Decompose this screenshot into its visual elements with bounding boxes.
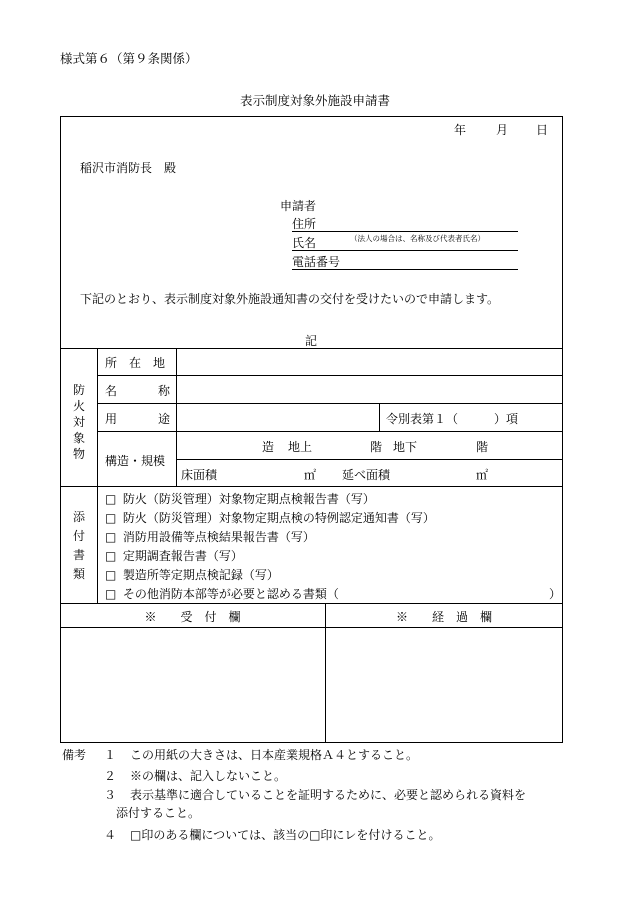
- object-group-label: 防 火 対 象 物: [72, 383, 85, 461]
- progress-field[interactable]: [326, 628, 562, 742]
- structure-floors-1: 階: [370, 440, 383, 454]
- attachment-item[interactable]: □ その他消防本部等が必要と認める書類（: [105, 585, 435, 604]
- structure-zou: 造: [262, 440, 275, 454]
- structure-floors-2: 階: [476, 440, 489, 454]
- structure-below: 地下: [393, 440, 418, 454]
- location-label: 所 在 地: [105, 356, 166, 370]
- address-field[interactable]: [292, 215, 518, 232]
- ki-label: 記: [305, 334, 318, 348]
- phone-label: 電話番号: [292, 255, 341, 269]
- divider: [176, 348, 177, 486]
- use-label-left: 用: [105, 412, 118, 426]
- structure-above: 地上: [288, 440, 313, 454]
- address-label: 住所: [292, 217, 317, 231]
- reception-header: ※ 受 付 欄: [144, 610, 241, 624]
- notes-label: 備考: [62, 748, 87, 762]
- date-month-label: 月: [496, 123, 509, 137]
- attachment-item[interactable]: □ 防火（防災管理）対象物定期点検の特例認定通知書（写）: [105, 509, 435, 528]
- date-year-label: 年: [454, 123, 467, 137]
- date-day-label: 日: [536, 123, 549, 137]
- attachments-list: [105, 490, 435, 604]
- total-area-label: 延べ面積: [342, 468, 391, 482]
- note-number: １: [104, 748, 117, 762]
- use-label-right: 途: [158, 412, 171, 426]
- checkbox[interactable]: □: [105, 587, 117, 601]
- annex-table-field[interactable]: 令別表第１（ ）項: [386, 412, 519, 426]
- name-note: （法人の場合は、名称及び代表者氏名）: [350, 234, 485, 243]
- total-area-unit: ㎡: [476, 468, 489, 482]
- note-number: ３: [104, 788, 117, 802]
- attachment-item[interactable]: □ 防火（防災管理）対象物定期点検報告書（写）: [105, 490, 435, 509]
- divider: [97, 403, 563, 404]
- note-text-continued: 添付すること。: [116, 806, 201, 820]
- note-text: □印のある欄については、該当の□印にレを付けること。: [130, 828, 441, 842]
- attachment-item[interactable]: □ 製造所等定期点検記録（写）: [105, 566, 435, 585]
- divider: [60, 348, 563, 349]
- attachment-item[interactable]: □ 消防用設備等点検結果報告書（写）: [105, 528, 435, 547]
- note-text: この用紙の大きさは、日本産業規格Ａ４とすること。: [130, 748, 419, 762]
- divider: [379, 403, 380, 431]
- checkbox[interactable]: □: [105, 492, 117, 506]
- floor-area-unit: ㎡: [304, 468, 317, 482]
- note-text: 表示基準に適合していることを証明するために、必要と認められる資料を: [130, 788, 527, 802]
- checkbox[interactable]: □: [105, 530, 117, 544]
- form-number: 様式第６（第９条関係）: [60, 51, 198, 66]
- note-text: ※の欄は、記入しないこと。: [130, 769, 287, 783]
- structure-label: 構造・規模: [105, 454, 166, 468]
- divider: [176, 459, 563, 460]
- divider: [97, 348, 98, 603]
- addressee: 稲沢市消防長 殿: [80, 161, 177, 175]
- applicant-label: 申請者: [280, 199, 317, 213]
- divider: [60, 486, 563, 487]
- checkbox[interactable]: □: [105, 549, 117, 563]
- name-label-left: 名: [105, 384, 118, 398]
- request-text: 下記のとおり、表示制度対象外施設通知書の交付を受けたいので申請します。: [80, 292, 500, 306]
- checkbox[interactable]: □: [105, 568, 117, 582]
- name-label-right: 称: [158, 384, 171, 398]
- checkbox[interactable]: □: [105, 511, 117, 525]
- attachments-group-label: 添 付 書 類: [72, 510, 85, 581]
- progress-header: ※ 経 過 欄: [395, 610, 492, 624]
- page-title: 表示制度対象外施設申請書: [239, 93, 390, 108]
- name-field[interactable]: [292, 234, 518, 251]
- divider: [97, 431, 563, 432]
- attachment-close-paren: ）: [549, 587, 562, 601]
- phone-field[interactable]: [292, 253, 518, 270]
- note-number: ４: [104, 828, 117, 842]
- divider: [97, 375, 563, 376]
- floor-area-label: 床面積: [181, 468, 218, 482]
- attachment-item[interactable]: □ 定期調査報告書（写）: [105, 547, 435, 566]
- note-number: ２: [104, 769, 117, 783]
- name-label: 氏名: [292, 236, 317, 250]
- reception-field[interactable]: [61, 628, 324, 742]
